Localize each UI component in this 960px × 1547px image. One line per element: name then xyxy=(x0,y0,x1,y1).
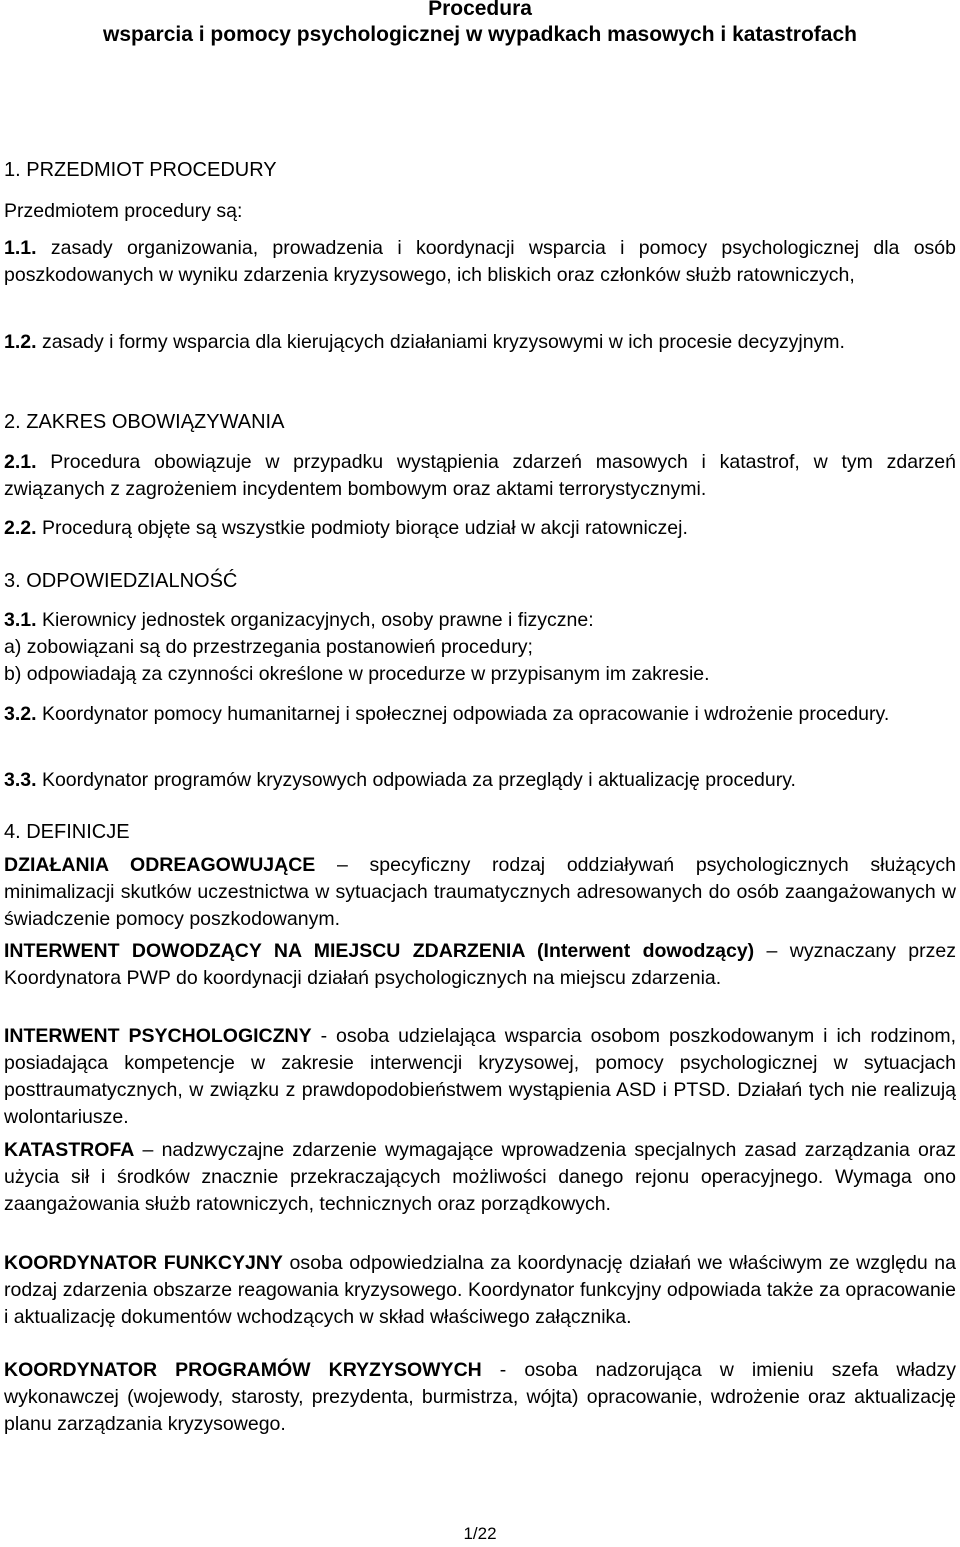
paragraph-1-1 xyxy=(4,235,956,289)
paragraph-text: zasady i formy wsparcia dla kierujących działaniami kryzysowymi w ich procesie decyzyjnym. xyxy=(36,331,845,353)
paragraph-2-1 xyxy=(4,449,956,503)
definition-term: KATASTROFA xyxy=(4,1139,135,1161)
definition-koordynator-programow xyxy=(4,1357,956,1438)
paragraph-number: 2.2. xyxy=(4,517,37,539)
definition-text: - osoba nadzorująca w imieniu szefa władzy wykonawczej (wojewody, starosty, prezydenta, burmistrza, wójta) opracowanie, wdrożenie oraz aktualizację planu zarządzania kryzysowego. xyxy=(4,1359,956,1435)
paragraph-number: 3.3. xyxy=(4,769,37,791)
definition-text: osoba odpowiedzialna za koordynację działań we właściwym ze względu na rodzaj zdarzenia obszarze reagowania kryzysowego. Koordynator funkcyjny odpowiada także za opracowanie i aktualizację dokumentów wchodzących w skład właściwego załącznika. xyxy=(4,1252,956,1328)
definition-dzialania-odreagowujace xyxy=(4,852,956,933)
paragraph-text: Procedurą objęte są wszystkie podmioty biorące udział w akcji ratowniczej. xyxy=(36,517,688,539)
paragraph-3-3 xyxy=(4,767,956,794)
definition-term: INTERWENT DOWODZĄCY NA MIEJSCU ZDARZENIA (Interwent dowodzący) xyxy=(4,940,755,962)
page-number: 1/22 xyxy=(463,1524,497,1543)
paragraph-number: 1.1. xyxy=(4,237,37,259)
document-subtitle: wsparcia i pomocy psychologicznej w wypadkach masowych i katastrofach xyxy=(103,23,857,46)
definition-text: – wyznaczany przez Koordynatora PWP do koordynacji działań psychologicznych na miejscu zdarzenia. xyxy=(4,940,956,989)
paragraph-number: 3.1. xyxy=(4,609,37,631)
definition-text: – nadzwyczajne zdarzenie wymagające wprowadzenia specjalnych zasad zarządzania oraz użycia sił i środków znacznie przekraczających możliwości danego rejonu operacyjnego. Wymaga ono zaangażowania służb ratowniczych, technicznych oraz porządkowych. xyxy=(4,1139,956,1215)
paragraph-text: Koordynator pomocy humanitarnej i społecznej odpowiada za opracowanie i wdrożenie procedury. xyxy=(36,703,890,725)
document-title: Procedura xyxy=(428,0,532,20)
definition-term: DZIAŁANIA ODREAGOWUJĄCE xyxy=(4,854,316,876)
definition-text: - osoba udzielająca wsparcia osobom poszkodowanym i ich rodzinom, posiadająca kompetencje w zakresie interwencji kryzysowej, pomocy psychologicznej w sytuacjach posttraumatycznych, w związku z prawdopodobieństwem wystąpienia ASD i PTSD. Działań tych nie realizują wolontariusze. xyxy=(4,1025,956,1128)
paragraph-number: 3.2. xyxy=(4,703,37,725)
definition-interwent-dowodzacy xyxy=(4,938,956,992)
definition-term: KOORDYNATOR FUNKCYJNY xyxy=(4,1252,283,1274)
section-1-heading: 1. PRZEDMIOT PROCEDURY xyxy=(4,159,277,181)
paragraph-3-1 xyxy=(4,607,956,634)
section-2-heading: 2. ZAKRES OBOWIĄZYWANIA xyxy=(4,411,285,433)
paragraph-number: 2.1. xyxy=(4,451,37,473)
paragraph-text: Koordynator programów kryzysowych odpowiada za przeglądy i aktualizację procedury. xyxy=(36,769,796,791)
section-3-heading: 3. ODPOWIEDZIALNOŚĆ xyxy=(4,570,238,592)
definition-term: INTERWENT PSYCHOLOGICZNY xyxy=(4,1025,312,1047)
paragraph-text: Procedura obowiązuje w przypadku wystąpienia zdarzeń masowych i katastrof, w tym zdarzeń związanych z zagrożeniem incydentem bombowym oraz aktami terrorystycznymi. xyxy=(4,451,956,500)
paragraph-3-2 xyxy=(4,701,956,728)
paragraph-3-1-a: a) zobowiązani są do przestrzegania postanowień procedury; xyxy=(4,636,533,658)
paragraph-text: zasady organizowania, prowadzenia i koordynacji wsparcia i pomocy psychologicznej dla osób poszkodowanych w wyniku zdarzenia kryzysowego, ich bliskich oraz członków służb ratowniczych, xyxy=(4,237,956,286)
paragraph-number: 1.2. xyxy=(4,331,37,353)
paragraph-text: Kierownicy jednostek organizacyjnych, osoby prawne i fizyczne: xyxy=(36,609,594,631)
definition-term: KOORDYNATOR PROGRAMÓW KRYZYSOWYCH xyxy=(4,1359,482,1381)
section-1-intro: Przedmiotem procedury są: xyxy=(4,200,243,222)
paragraph-3-1-b: b) odpowiadają za czynności określone w procedurze w przypisanym im zakresie. xyxy=(4,663,710,685)
definition-katastrofa xyxy=(4,1137,956,1218)
paragraph-2-2 xyxy=(4,515,956,542)
definition-text: – specyficzny rodzaj oddziaływań psychologicznych służących minimalizacji skutków uczestnictwa w sytuacjach traumatycznych adresowanych do osób zaangażowanych w świadczenie pomocy poszkodowanym. xyxy=(4,854,956,930)
section-4-heading: 4. DEFINICJE xyxy=(4,821,130,843)
definition-koordynator-funkcyjny xyxy=(4,1250,956,1331)
paragraph-1-2 xyxy=(4,329,956,356)
definition-interwent-psychologiczny xyxy=(4,1023,956,1131)
